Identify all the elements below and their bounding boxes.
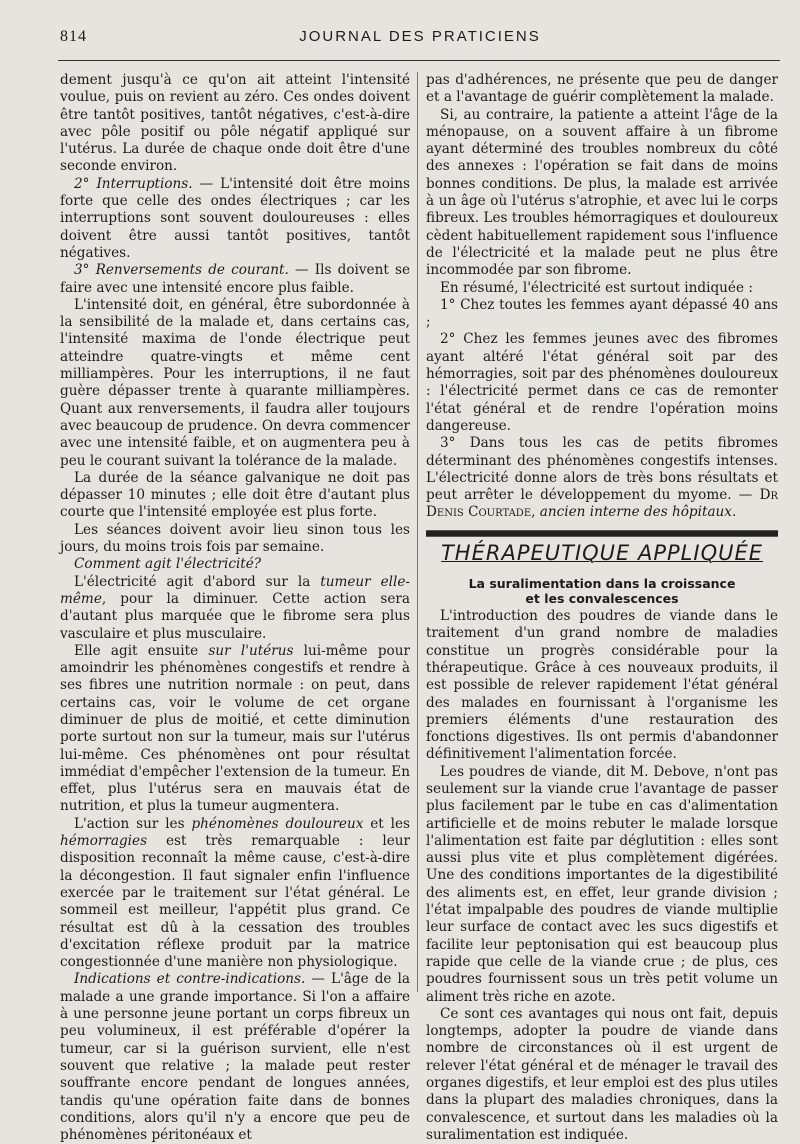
paragraph xyxy=(426,435,778,521)
paragraph xyxy=(60,643,410,816)
paragraph: Si, au contraire, la patiente a atteint l'âge de la ménopause, on a souvent affaire à un fibrome ayant déterminé des troubles nombreux du côté des annexes : l'opération se fait dans de moins bonnes conditions. De plus, la malade est arrivée à un âge où l'utérus s'atrophie, et avec lui le corps fibreux. Les troubles hémorragiques et douloureux cèdent habituellement rapidement sous l'influence de l'électricité et la malade peut ne plus être incommodée par son fibrome. xyxy=(426,106,778,279)
paragraph: La durée de la séance galvanique ne doit pas dépasser 10 minutes ; elle doit être d'autant plus courte que l'intensité employée est plus forte. xyxy=(60,469,410,521)
paragraph: En résumé, l'électricité est surtout indiquée : xyxy=(440,279,753,296)
paragraph: Les poudres de viande, dit M. Debove, n'ont pas seulement sur la viande crue l'avantage de passer plus facilement par le tube en cas d'alimentation artificielle et de moins rebuter le malade lorsque l'alimentation est faite par déglutition : elles sont aussi plus vite et plus complètement digérées. Une des conditions importantes de la digestibilité des aliments est, en effet, leur grande division ; l'état impalpable des poudres de viande multiplie leur surface de contact avec les sucs digestifs et facilite leur peptonisation qui est beaucoup plus rapide que celle de la viande crue ; de plus, ces poudres fournissent sous un très petit volume un aliment très riche en azote. xyxy=(426,763,778,1005)
subheading-text: Comment agit l'électricité? xyxy=(74,556,262,573)
article-title-line: La suralimentation dans la croissance xyxy=(468,576,736,592)
paragraph-text: lui-même pour amoindrir les phénomènes congestifs et rendre à ses fibres une nutrition normale : on peut, dans certains cas, voir le volume de cet organe diminuer de plus de moitié, et cette diminution porte surtout non sur la tumeur, mais sur l'utérus lui-même. Ces phénomènes ont pour résultat immédiat d'empêcher l'extension de la tumeur. En effet, plus l'utérus sera en mauvais état de nutrition, et plus la tumeur augmentera. xyxy=(60,642,410,815)
author-signature: Dr Denis Courtade xyxy=(426,487,778,521)
paragraph-text: est très remarquable : leur disposition reconnaît la même cause, c'est-à-dire la décongestion. Il faut signaler enfin l'influence exercée par le traitement sur l'état général. Le sommeil est meilleur, l'appétit plus grand. Ce résultat est dû à la cessation des troubles d'excitation réflexe produit par la matrice congestionnée d'une manière non physiologique. xyxy=(60,833,410,971)
paragraph-text: et les xyxy=(363,815,410,832)
paragraph-text: L'action sur les xyxy=(74,815,192,832)
paragraph-label: 3° Renversements de courant. xyxy=(74,262,289,279)
emphasis: tumeur elle-même xyxy=(60,573,410,607)
paragraph-text: — L'intensité doit être moins forte que celle des ondes électriques ; car les interruptions sont souvent douloureuses : elles doivent être aussi tantôt positives, tantôt négatives. xyxy=(60,175,410,261)
column-divider xyxy=(417,72,418,992)
paragraph: dement jusqu'à ce qu'on ait atteint l'intensité voulue, puis on revient au zéro. Ces ondes doivent être tantôt positives, tantôt négatives, c'est-à-dire avec pôle positif ou pôle négatif appliqué sur l'utérus. La durée de chaque onde doit être d'une seconde environ. xyxy=(60,72,410,175)
paragraph-text: L'électricité agit d'abord sur la xyxy=(74,573,321,590)
header-rule xyxy=(58,60,780,61)
article-title-line: et les convalescences xyxy=(525,591,679,607)
paragraph: 1° Chez toutes les femmes ayant dépassé 40 ans ; xyxy=(426,296,778,331)
paragraph: pas d'adhérences, ne présente que peu de danger et a l'avantage de guérir complètement la malade. xyxy=(426,72,778,106)
paragraph-text: 3° Dans tous les cas de petits fibromes déterminant des phénomènes congestifs intenses. L'électricité donne alors de très bons résultats et peut arrêter le développement du myome. — xyxy=(426,435,778,504)
paragraph: Ce sont ces avantages qui nous ont fait, depuis longtemps, adopter la poudre de viande dans nombre de circonstances où il est urgent de relever l'état général et de ménager le travail des organes digestifs, et leur emploi est des plus utiles dans la plupart des maladies chroniques, dans la convalescence, et surtout dans les maladies où la suralimentation est indiquée. xyxy=(426,1005,778,1143)
left-column xyxy=(60,72,410,1144)
section-rule xyxy=(426,530,778,537)
paragraph xyxy=(60,574,410,643)
paragraph xyxy=(60,176,410,262)
paragraph-text: , pour la diminuer. Cette action sera d'autant plus marquée que le fibrome sera plus vasculaire et plus musculaire. xyxy=(60,590,410,642)
paragraph xyxy=(60,971,410,1144)
paragraph: L'intensité doit, en général, être subordonnée à la sensibilité de la malade et, dans certains cas, l'intensité maxima de l'onde électrique peut atteindre quatre-vingts et même cent milliampères. Pour les interruptions, il ne faut guère dépasser trente à quarante milliampères. Quant aux renversements, il faudra aller toujours avec beaucoup de prudence. On devra commencer avec une intensité faible, et on augmentera peu à peu le courant suivant la tolérance de la malade. xyxy=(60,296,410,469)
paragraph-label: 2° Interruptions. xyxy=(74,175,193,192)
author-role: ancien interne des hôpitaux. xyxy=(539,504,737,521)
paragraph-text: Elle agit ensuite xyxy=(74,642,209,659)
journal-title: JOURNAL DES PRATICIENS xyxy=(299,28,541,45)
emphasis: hémorragies xyxy=(60,833,148,850)
subheading xyxy=(60,556,410,573)
paragraph: 2° Chez les femmes jeunes avec des fibromes ayant altéré l'état général soit par des hémorragies, soit par des phénomènes douloureux : l'électricité permet dans ce cas de remonter l'état général et de rendre l'opération moins dangereuse. xyxy=(426,331,778,434)
paragraph xyxy=(60,262,410,297)
paragraph: Les séances doivent avoir lieu sinon tous les jours, du moins trois fois par semaine. xyxy=(60,521,410,556)
paragraph-text: — Ils doivent se faire avec une intensité encore plus faible. xyxy=(60,262,410,296)
paragraph-label: Indications et contre-indications. xyxy=(74,971,306,988)
section-title: THÉRAPEUTIQUE APPLIQUÉE xyxy=(440,540,764,565)
article-title xyxy=(426,576,778,606)
paragraph: L'introduction des poudres de viande dans le traitement d'un grand nombre de maladies constitue un progrès considérable pour la thérapeutique. Grâce à ces nouveaux produits, il est possible de relever rapidement l'état général des malades en fournissant à l'organisme les premiers éléments d'une restauration des fonctions digestives. Ils ont permis d'abandonner définitivement l'alimentation forcée. xyxy=(426,608,778,763)
separator: , xyxy=(531,504,540,521)
paragraph-text: — L'âge de la malade a une grande importance. Si l'on a affaire à une personne jeune portant un corps fibreux un peu volumineux, il est préférable d'opérer la tumeur, car si la guérison survient, elle n'est souvent que relative ; la malade peut rester souffrante encore pendant de longues années, tandis qu'une opération faite dans de bonnes conditions, alors qu'il n'y a encore que peu de phénomènes péritonéaux et xyxy=(60,971,410,1144)
page-number: 814 xyxy=(60,28,87,45)
right-column xyxy=(426,72,778,1144)
emphasis: phénomènes douloureux xyxy=(191,815,364,832)
emphasis: sur l'utérus xyxy=(208,642,294,659)
paragraph xyxy=(60,816,410,972)
page-header xyxy=(60,28,780,50)
